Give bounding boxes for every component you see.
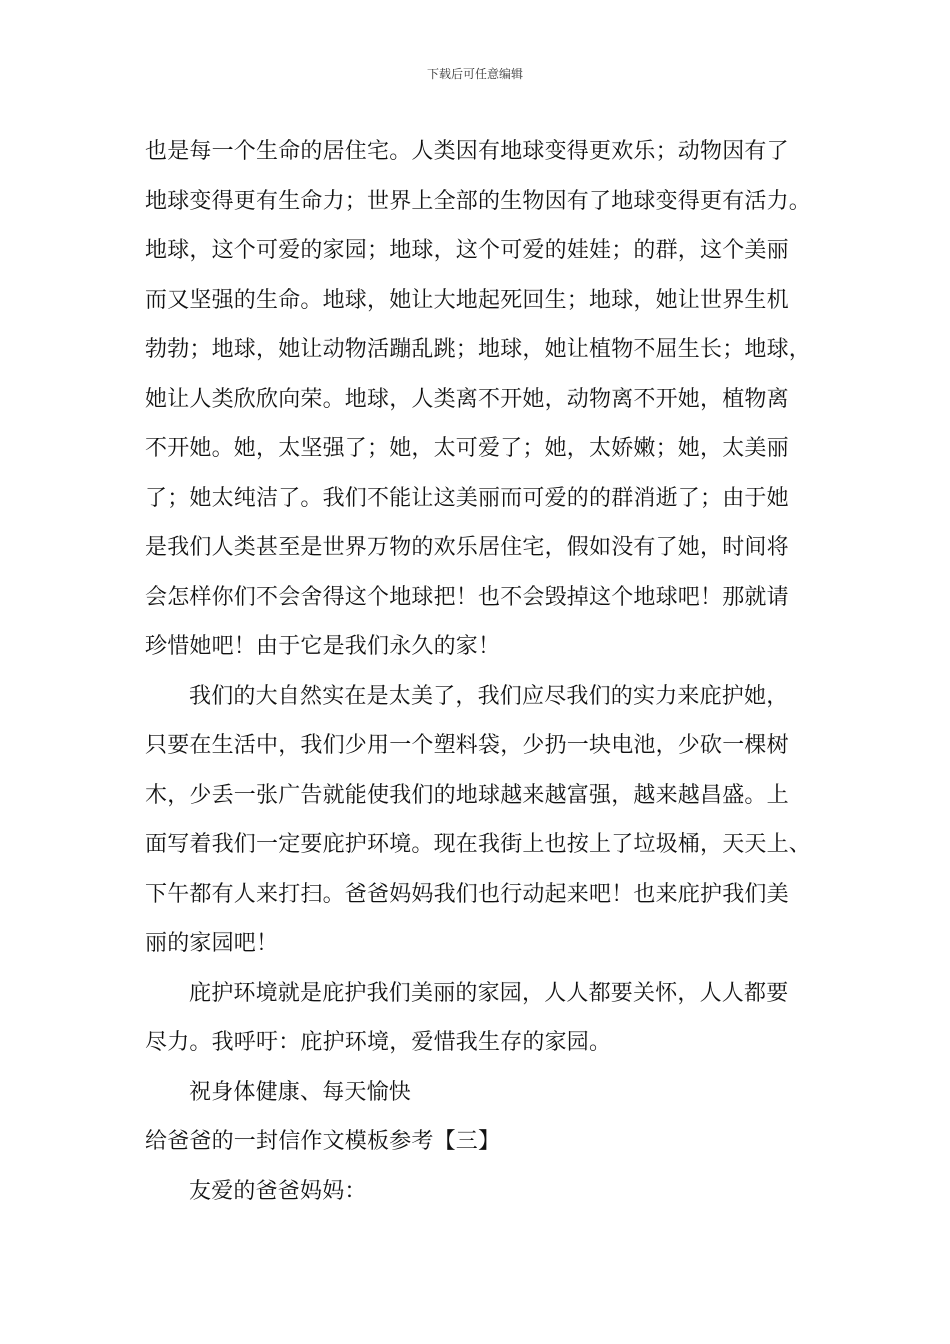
salutation-line: 友爱的爸爸妈妈： [189,1178,367,1204]
text-line: 会怎样你们不会舍得这个地球把！也不会毁掉这个地球吧！那就请 [145,584,789,610]
text-line: 地球变得更有生命力；世界上全部的生物因有了地球变得更有活力。 [145,188,812,214]
text-line: 是我们人类甚至是世界万物的欢乐居住宅，假如没有了她，时间将 [145,535,789,560]
text-line: 她让人类欣欣向荣。地球，人类离不开她，动物离不开她，植物离 [145,386,789,412]
page-header: 下载后可任意编辑 [426,67,523,81]
text-line: 面写着我们一定要庇护环境。现在我街上也按上了垃圾桶，天天上、 [145,832,812,857]
paragraph-start-line: 庇护环境就是庇护我们美丽的家园，人人都要关怀，人人都要 [189,980,789,1006]
closing-line: 祝身体健康、每天愉快 [189,1079,412,1105]
text-line: 尽力。我呼吁：庇护环境，爱惜我生存的家园。 [145,1030,612,1055]
text-line: 丽的家园吧！ [145,931,279,956]
text-line: 下午都有人来打扫。爸爸妈妈我们也行动起来吧！也来庇护我们美 [145,881,789,907]
text-line: 了；她太纯洁了。我们不能让这美丽而可爱的的群消逝了；由于她 [145,485,789,511]
text-line: 地球，这个可爱的家园；地球，这个可爱的娃娃；的群，这个美丽 [145,238,789,263]
text-line: 而又坚强的生命。地球，她让大地起死回生；地球，她让世界生机 [145,287,789,313]
paragraph-start-line: 我们的大自然实在是太美了，我们应尽我们的实力来庇护她， [189,683,789,709]
text-line: 珍惜她吧！由于它是我们永久的家！ [145,634,501,659]
text-line: 不开她。她，太坚强了；她，太可爱了；她，太娇嫩；她，太美丽 [145,436,789,461]
text-line: 只要在生活中，我们少用一个塑料袋，少扔一块电池，少砍一棵树 [145,733,789,758]
section-heading: 给爸爸的一封信作文模板参考【三】 [145,1129,501,1154]
text-line: 木，少丢一张广告就能使我们的地球越来越富强，越来越昌盛。上 [145,782,789,808]
text-line: 勃勃；地球，她让动物活蹦乱跳；地球，她让植物不屈生长；地球， [145,337,812,362]
document-body [145,134,825,1223]
text-line: 也是每一个生命的居住宅。人类因有地球变得更欢乐；动物因有了 [145,139,789,164]
